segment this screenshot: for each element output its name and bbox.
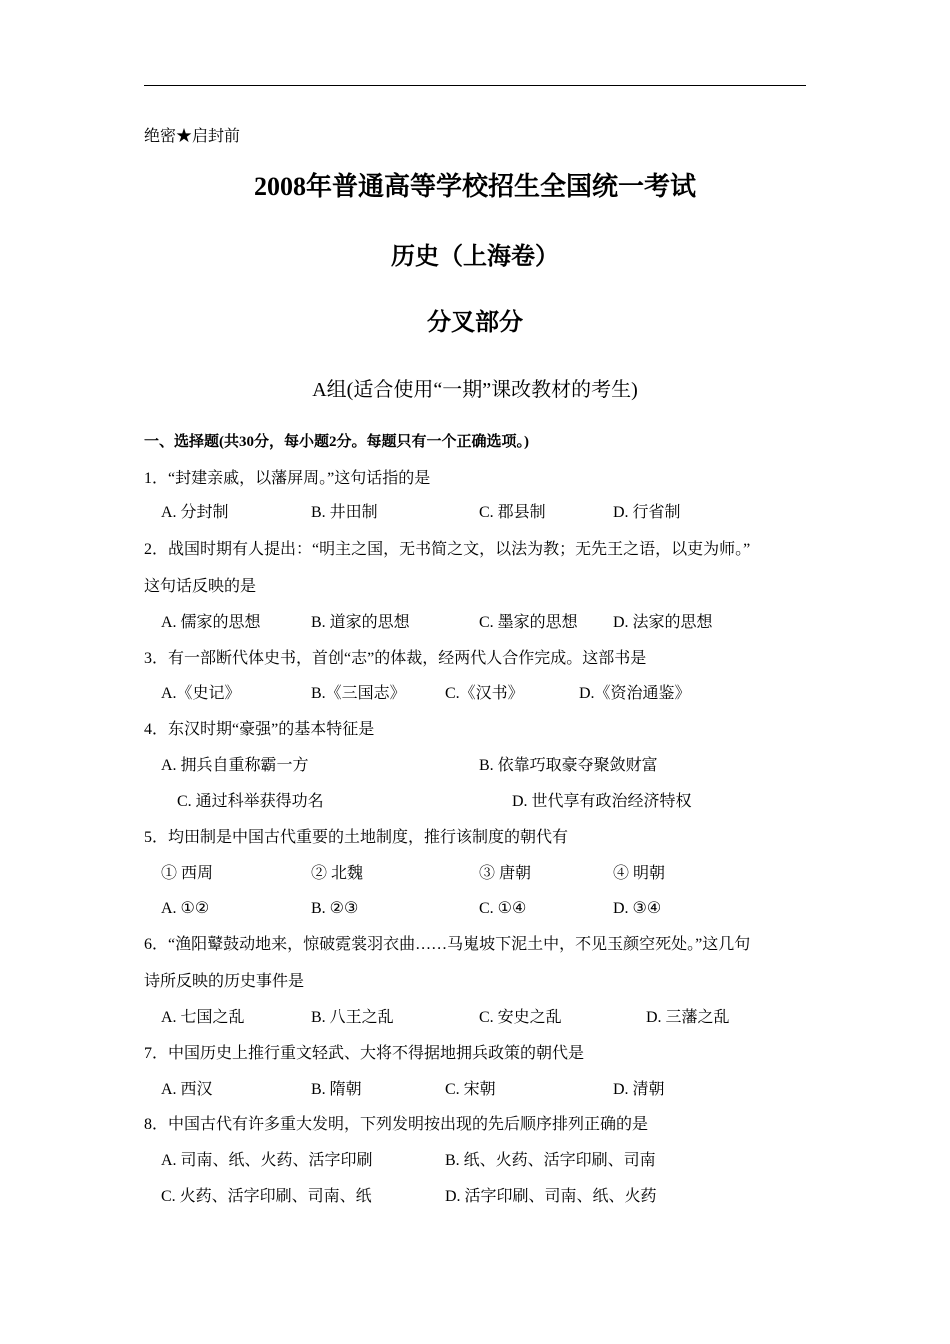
option: C. 安史之乱 bbox=[479, 1009, 562, 1026]
question-stem: 2．战国时期有人提出：“明主之国，无书简之文，以法为教；无先王之语，以吏为师。” bbox=[144, 541, 751, 558]
option: A. 儒家的思想 bbox=[161, 614, 261, 631]
option: C. 通过科举获得功名 bbox=[177, 793, 324, 810]
option: C. 墨家的思想 bbox=[479, 614, 578, 631]
option: A. 拥兵自重称霸一方 bbox=[161, 757, 309, 774]
option: A. 西汉 bbox=[161, 1081, 213, 1098]
option: D.《资治通鉴》 bbox=[579, 685, 691, 702]
option: D. 清朝 bbox=[613, 1081, 665, 1098]
question-stem: 1．“封建亲戚，以藩屏周。”这句话指的是 bbox=[144, 470, 431, 487]
option: C. 火药、活字印刷、司南、纸 bbox=[161, 1188, 372, 1205]
option: C.《汉书》 bbox=[445, 685, 524, 702]
option: A.《史记》 bbox=[161, 685, 241, 702]
option: D. 活字印刷、司南、纸、火药 bbox=[445, 1188, 657, 1205]
option: A. ①② bbox=[161, 900, 210, 917]
option: C. 宋朝 bbox=[445, 1081, 496, 1098]
option: B. ②③ bbox=[311, 900, 359, 917]
option: C. 郡县制 bbox=[479, 504, 546, 521]
question-stem-cont: 这句话反映的是 bbox=[144, 578, 257, 595]
option: C. ①④ bbox=[479, 900, 527, 917]
option: D. 行省制 bbox=[613, 504, 681, 521]
part-title: 分叉部分 bbox=[427, 310, 523, 336]
item: ② 北魏 bbox=[311, 865, 364, 882]
option: B. 隋朝 bbox=[311, 1081, 362, 1098]
header-rule bbox=[144, 85, 806, 86]
group-title: A组(适合使用“一期”课改教材的考生) bbox=[312, 379, 638, 401]
subject-title: 历史（上海卷） bbox=[391, 244, 559, 270]
question-stem: 6．“渔阳鼙鼓动地来，惊破霓裳羽衣曲……马嵬坡下泥土中，不见玉颜空死处。”这几句 bbox=[144, 936, 751, 953]
option: B.《三国志》 bbox=[311, 685, 406, 702]
item: ③ 唐朝 bbox=[479, 865, 532, 882]
question-stem: 4．东汉时期“豪强”的基本特征是 bbox=[144, 721, 375, 738]
exam-title: 2008年普通高等学校招生全国统一考试 bbox=[253, 172, 696, 201]
option: D. 世代享有政治经济特权 bbox=[512, 793, 692, 810]
option: B. 道家的思想 bbox=[311, 614, 410, 631]
question-stem-cont: 诗所反映的历史事件是 bbox=[144, 973, 305, 990]
item: ① 西周 bbox=[161, 865, 214, 882]
section-heading: 一、选择题(共30分，每小题2分。每题只有一个正确选项。) bbox=[144, 434, 529, 450]
item: ④ 明朝 bbox=[613, 865, 666, 882]
option: B. 井田制 bbox=[311, 504, 378, 521]
option: A. 分封制 bbox=[161, 504, 229, 521]
question-stem: 5．均田制是中国古代重要的土地制度，推行该制度的朝代有 bbox=[144, 829, 569, 846]
secret-label: 绝密★启封前 bbox=[144, 128, 241, 145]
option: A. 七国之乱 bbox=[161, 1009, 245, 1026]
option: D. 法家的思想 bbox=[613, 614, 713, 631]
question-stem: 8．中国古代有许多重大发明，下列发明按出现的先后顺序排列正确的是 bbox=[144, 1116, 649, 1133]
option: D. ③④ bbox=[613, 900, 662, 917]
option: A. 司南、纸、火药、活字印刷 bbox=[161, 1152, 373, 1169]
question-stem: 3．有一部断代体史书，首创“志”的体裁，经两代人合作完成。这部书是 bbox=[144, 650, 647, 667]
question-stem: 7．中国历史上推行重文轻武、大将不得据地拥兵政策的朝代是 bbox=[144, 1045, 585, 1062]
option: B. 八王之乱 bbox=[311, 1009, 394, 1026]
option: B. 依靠巧取豪夺聚敛财富 bbox=[479, 757, 658, 774]
option: D. 三藩之乱 bbox=[646, 1009, 730, 1026]
option: B. 纸、火药、活字印刷、司南 bbox=[445, 1152, 656, 1169]
